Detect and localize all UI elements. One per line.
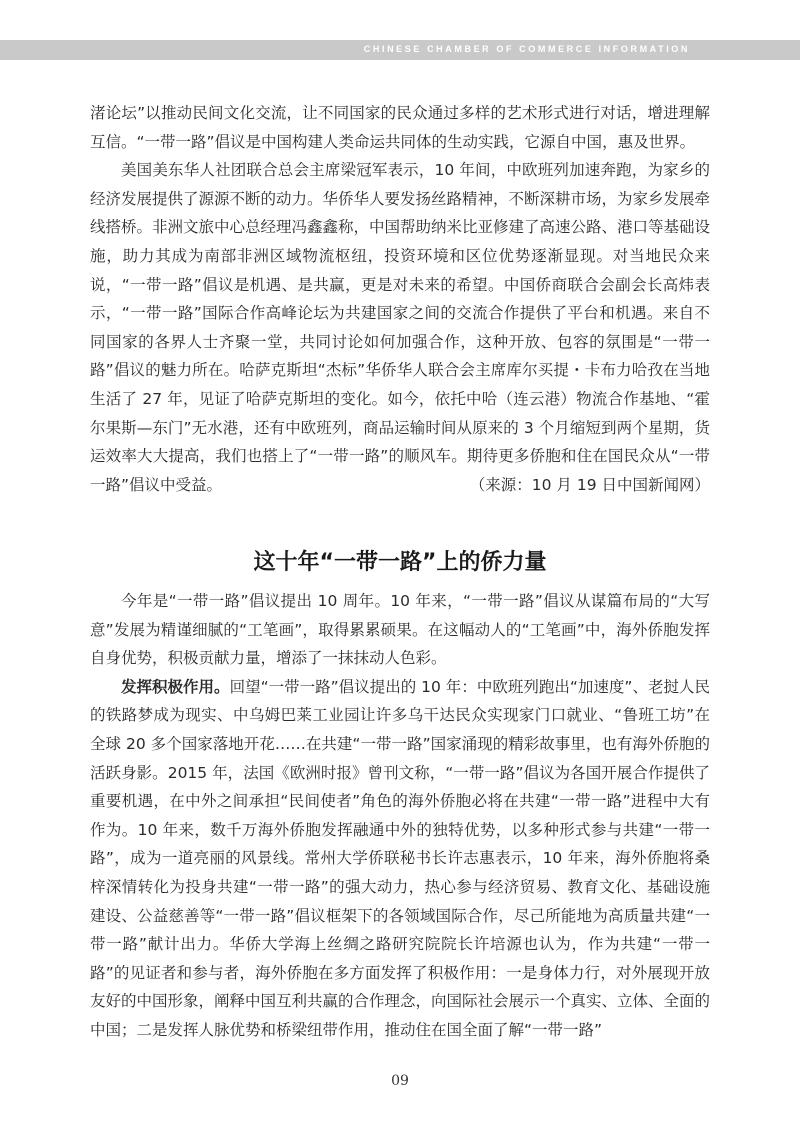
article-section	[90, 673, 710, 1045]
article-body	[90, 587, 710, 1045]
article-continued	[90, 99, 710, 499]
page-number: 09	[391, 1073, 409, 1089]
article-paragraph	[90, 156, 710, 499]
section-lead: 发挥积极作用。	[121, 677, 230, 696]
article-paragraph-text: 美国美东华人社团联合总会主席梁冠军表示，10 年间，中欧班列加速奔跑，为家乡的经济发展提供了源源不断的动力。华侨华人要发扬丝路精神，不断深耕市场，为家乡发展牵线搭桥。非洲文旅中心总经理冯鑫鑫称，中国帮助纳米比亚修建了高速公路、港口等基础设施，助力其成为南部非洲区域物流枢纽，投资环境和区位优势逐渐显现。对当地民众来说，“一带一路”倡议是机遇、是共赢，更是对未来的希望。中国侨商联合会副会长高炜表示，“一带一路”国际合作高峰论坛为共建国家之间的交流合作提供了平台和机遇。来自不同国家的各界人士齐聚一堂，共同讨论如何加强合作，这种开放、包容的氛围是“一带一路”倡议的魅力所在。哈萨克斯坦“杰标”华侨华人联合会主席库尔买提・卡布力哈孜在当地生活了 27 年，见证了哈萨克斯坦的变化。如今，依托中哈（连云港）物流合作基地、“霍尔果斯—东门”无水港，还有中欧班列，商品运输时间从原来的 3 个月缩短到两个星期，货运效率大大提高，我们也搭上了“一带一路”的顺风车。期待更多侨胞和住在国民众从“一带一路”倡议中受益。	[90, 161, 711, 494]
section-body: 回望“一带一路”倡议提出的 10 年：中欧班列跑出“加速度”、老挝人民的铁路梦成为现实、中乌姆巴莱工业园让许多乌干达民众实现家门口就业、“鲁班工坊”在全球 20 多个国家落地开花……在共建“一带一路”国家涌现的精彩故事里，也有海外侨胞的活跃身影。2015 年，法国《欧洲时报》曾刊文称，“一带一路”倡议为各国开展合作提供了重要机遇，在中外之间承担“民间使者”角色的海外侨胞必将在共建“一带一路”进程中大有作为。10 年来，数千万海外侨胞发挥融通中外的独特优势，以多种形式参与共建“一带一路”，成为一道亮丽的风景线。常州大学侨联秘书长许志惠表示，10 年来，海外侨胞将桑梓深情转化为投身共建“一带一路”的强大动力，热心参与经济贸易、教育文化、基础设施建设、公益慈善等“一带一路”倡议框架下的各领域国际合作，尽己所能地为高质量共建“一带一路”献计出力。华侨大学海上丝绸之路研究院院长许培源也认为，作为共建“一带一路”的见证者和参与者，海外侨胞在多方面发挥了积极作用：一是身体力行，对外展现开放友好的中国形象，阐释中国互利共赢的合作理念，向国际社会展示一个真实、立体、全面的中国；二是发挥人脉优势和桥梁纽带作用，推动住在国全面了解“一带一路”	[90, 677, 711, 1039]
article-title: 这十年“一带一路”上的侨力量	[253, 550, 547, 575]
article-source: （来源：10 月 19 日中国新闻网）	[469, 475, 710, 494]
header-title: CHINESE CHAMBER OF COMMERCE INFORMATION	[363, 44, 690, 54]
article-continuation-paragraph: 渚论坛”以推动民间文化交流，让不同国家的民众通过多样的艺术形式进行对话，增进理解互信。“一带一路”倡议是中国构建人类命运共同体的生动实践，它源自中国，惠及世界。	[90, 104, 710, 151]
article-intro: 今年是“一带一路”倡议提出 10 周年。10 年来，“一带一路”倡议从谋篇布局的“大写意”发展为精谨细腻的“工笔画”，取得累累硕果。在这幅动人的“工笔画”中，海外侨胞发挥自身优势，积极贡献力量，增添了一抹抹动人色彩。	[90, 592, 710, 668]
